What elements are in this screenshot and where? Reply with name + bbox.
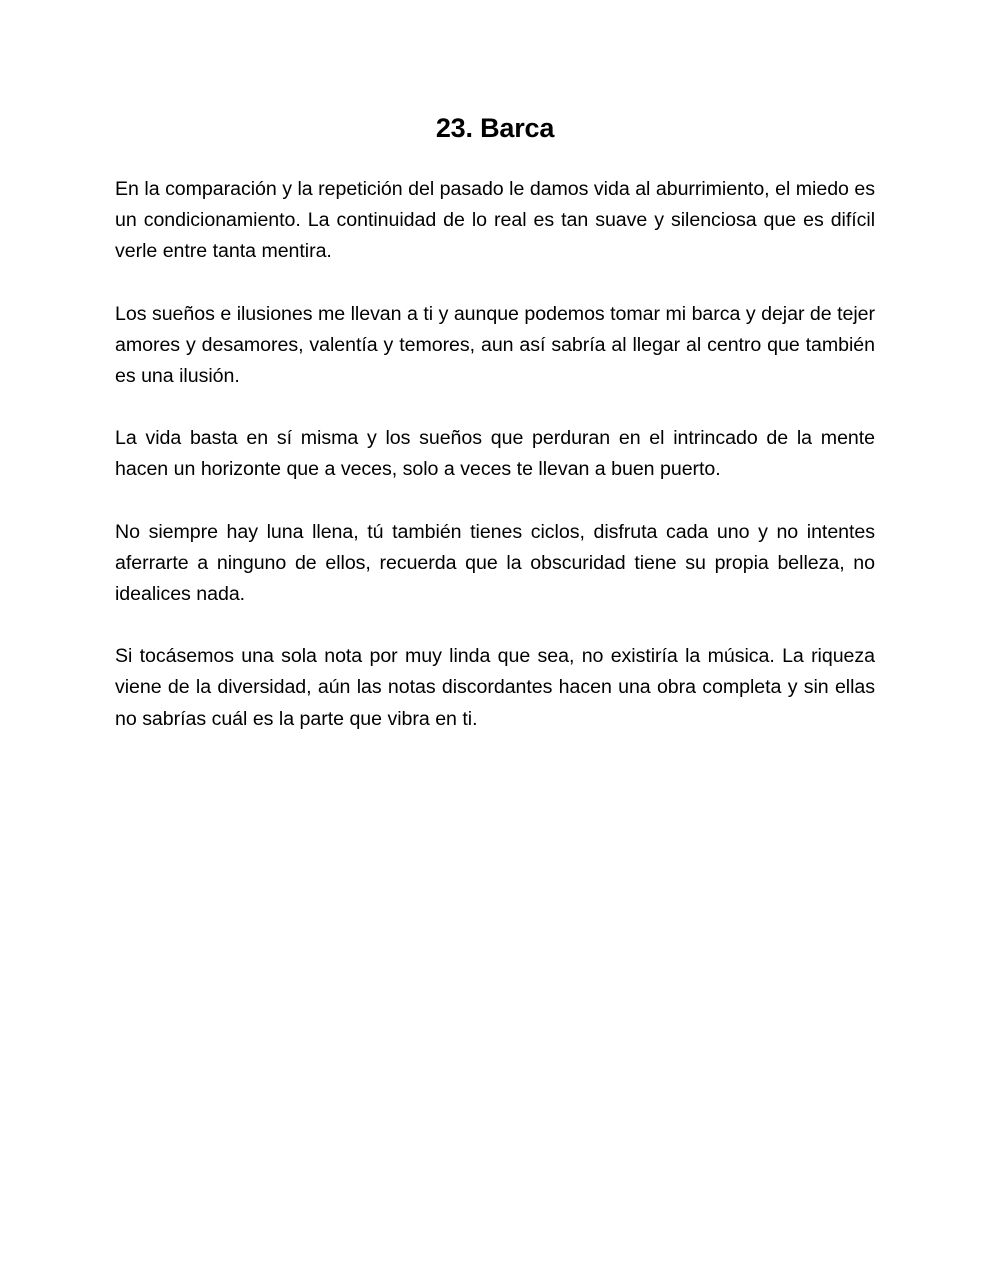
paragraph: Los sueños e ilusiones me llevan a ti y aunque podemos tomar mi barca y dejar de tejer amores y desamores, valentía y temores, aun así sabría al llegar al centro que también es una ilusión. [115, 302, 875, 388]
paragraph: No siempre hay luna llena, tú también tienes ciclos, disfruta cada uno y no intentes aferrarte a ninguno de ellos, recuerda que la obscuridad tiene su propia belleza, no idealices nada. [115, 520, 875, 606]
page-title: 23. Barca [435, 113, 555, 143]
body-text [115, 174, 875, 735]
paragraph: La vida basta en sí misma y los sueños que perduran en el intrincado de la mente hacen un horizonte que a veces, solo a veces te llevan a buen puerto. [115, 427, 875, 481]
document-content [115, 0, 875, 735]
paragraph: Si tocásemos una sola nota por muy linda que sea, no existiría la música. La riqueza viene de la diversidad, aún las notas discordantes hacen una obra completa y sin ellas no sabrías cuál es la parte que vibra en ti. [115, 645, 875, 730]
paragraph: En la comparación y la repetición del pasado le damos vida al aburrimiento, el miedo es un condicionamiento. La continuidad de lo real es tan suave y silenciosa que es difícil verle entre tanta mentira. [115, 178, 875, 263]
